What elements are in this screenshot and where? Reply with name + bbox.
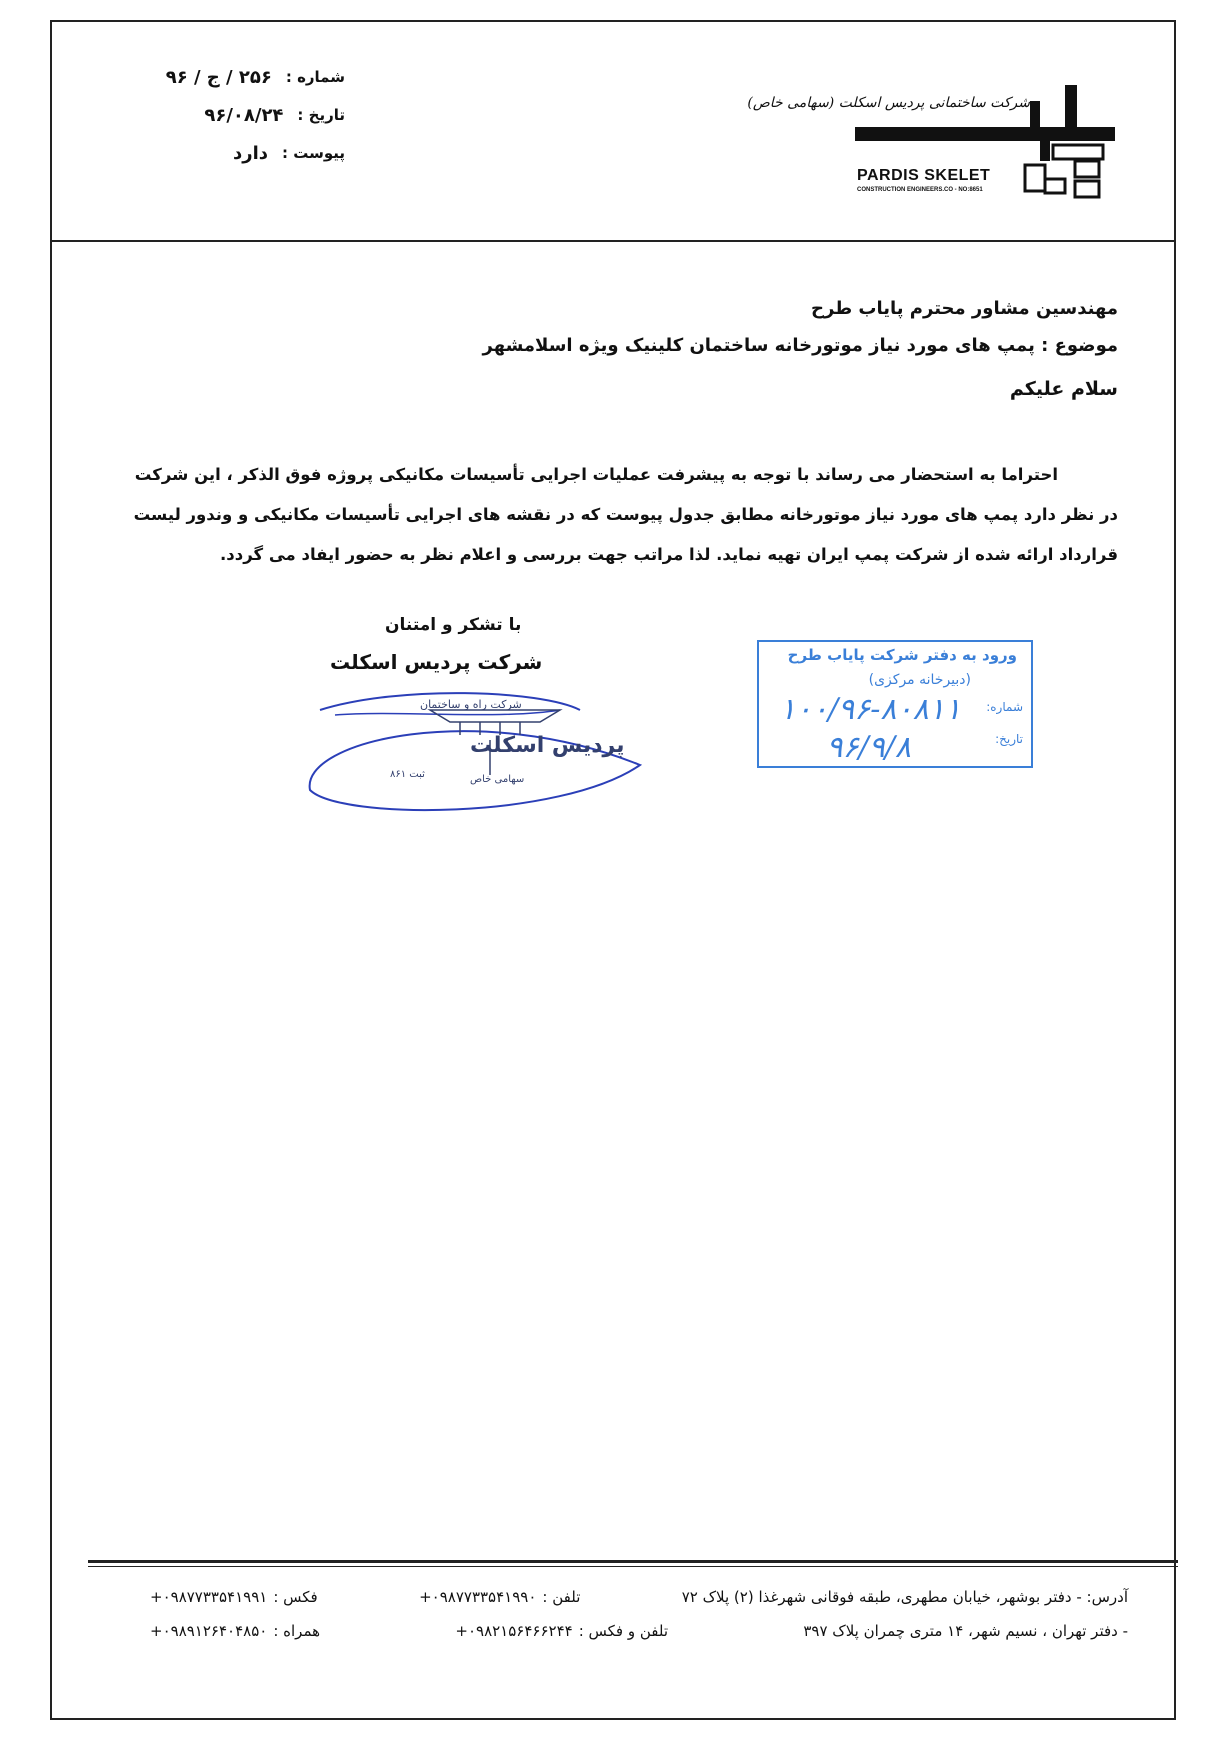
meta-number-value: ۲۵۶ / ج / ۹۶ <box>165 66 272 88</box>
page-border <box>50 20 1176 1720</box>
footer-phone-1-label: تلفن : <box>542 1588 581 1606</box>
footer-mobile <box>150 1622 320 1640</box>
stamp-number-value: ۱۰۰/۹۶-۸۰۸۱۱ <box>779 692 961 727</box>
footer-fax-1 <box>150 1588 318 1606</box>
seal-reg: ثبت ۸۶۱ <box>390 769 425 780</box>
letter-meta <box>145 58 345 172</box>
logo-name-fa: شرکت ساختمانی پردیس اسکلت (سهامی خاص) <box>747 95 1030 111</box>
logo-name-en: PARDIS SKELET <box>857 167 991 184</box>
stamp-date-value: ۹۶/۹/۸ <box>826 730 911 765</box>
footer-address-2: - دفتر تهران ، نسیم شهر، ۱۴ متری چمران پلاک ۳۹۷ <box>803 1622 1128 1640</box>
footer-fax-1-label: فکس : <box>273 1588 318 1606</box>
meta-attachment <box>145 134 345 172</box>
meta-number <box>145 58 345 96</box>
logo-subtitle-en: CONSTRUCTION ENGINEERS.CO - NO:8651 <box>857 187 983 193</box>
footer-phone-2-value: ۰۹۸۲۱۵۶۴۶۶۲۴۴+ <box>455 1622 573 1640</box>
seal-type: سهامی خاص <box>470 774 525 785</box>
footer-divider-thin <box>88 1566 1178 1567</box>
stamp-title: ورود به دفتر شرکت پایاب طرح <box>787 646 1017 664</box>
greeting: سلام علیکم <box>1009 378 1118 400</box>
footer-mobile-label: همراه : <box>273 1622 321 1640</box>
letter-body <box>100 455 1118 575</box>
signatory: شرکت پردیس اسکلت <box>330 650 543 674</box>
footer-address-1: آدرس: - دفتر بوشهر، خیابان مطهری، طبقه فوقانی شهرغذا (۲) پلاک ۷۲ <box>681 1588 1128 1606</box>
footer-phone-1 <box>419 1588 580 1606</box>
footer-divider <box>88 1560 1178 1563</box>
received-stamp <box>757 640 1033 768</box>
stamp-date-label: تاریخ: <box>995 732 1023 746</box>
meta-date <box>145 96 345 134</box>
footer-row-bushehr <box>150 1588 1128 1606</box>
footer-phone-2-label: تلفن و فکس : <box>578 1622 669 1640</box>
seal-line-top: شرکت راه و ساختمان <box>420 698 522 711</box>
meta-number-label: شماره : <box>285 68 345 86</box>
footer-phone-2 <box>455 1622 668 1640</box>
stamp-number-label: شماره: <box>986 700 1023 714</box>
closing: با تشکر و امتنان <box>385 615 522 635</box>
seal-name: پردیس اسکلت <box>470 733 625 758</box>
meta-date-value: ۹۶/۰۸/۲۴ <box>204 104 284 126</box>
subject: موضوع : پمپ های مورد نیاز موتورخانه ساختمان کلینیک ویژه اسلامشهر <box>482 335 1118 356</box>
meta-date-label: تاریخ : <box>297 106 345 124</box>
header-divider <box>52 240 1176 242</box>
meta-attachment-label: پیوست : <box>281 144 345 162</box>
footer-phone-1-value: ۰۹۸۷۷۳۳۵۴۱۹۹۰+ <box>419 1588 537 1606</box>
stamp-subtitle: (دبیرخانه مرکزی) <box>868 672 971 688</box>
recipient: مهندسین مشاور محترم پایاب طرح <box>811 298 1118 319</box>
footer-fax-1-value: ۰۹۸۷۷۳۳۵۴۱۹۹۱+ <box>150 1588 268 1606</box>
footer-row-tehran <box>150 1622 1128 1640</box>
signature-seal <box>280 680 680 820</box>
body-line-3: قرارداد ارائه شده از شرکت پمپ ایران تهیه نماید. لذا مراتب جهت بررسی و اعلام نظر به حضور ایفاد می گردد. <box>220 545 1118 564</box>
body-line-2: در نظر دارد پمپ های مورد نیاز موتورخانه مطابق جدول پیوست که در نقشه های اجرایی تأسیسات مکانیکی و وندور لیست <box>133 505 1118 524</box>
company-logo <box>747 85 1115 205</box>
meta-attachment-value: دارد <box>232 142 268 164</box>
body-line-1: احتراما به استحضار می رساند با توجه به پیشرفت عملیات اجرایی تأسیسات مکانیکی پروژه فوق الذکر ، این شرکت <box>134 465 1058 484</box>
footer-mobile-value: ۰۹۸۹۱۲۶۴۰۴۸۵۰+ <box>150 1622 268 1640</box>
